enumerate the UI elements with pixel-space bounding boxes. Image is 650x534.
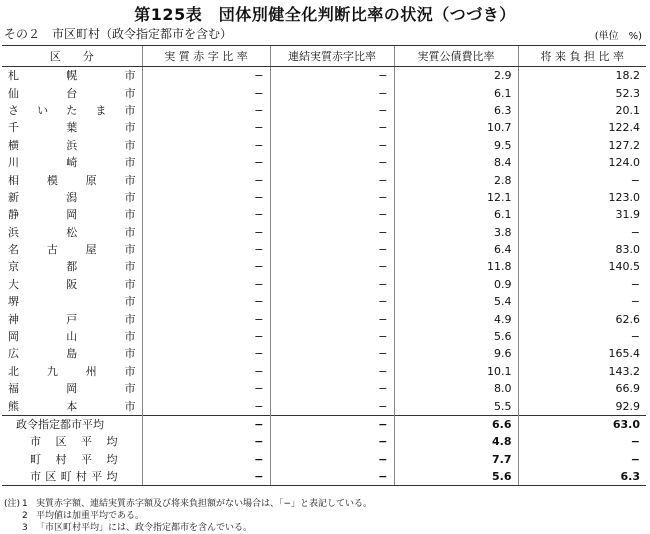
name-char: 市	[124, 243, 136, 257]
name-char: 九	[46, 364, 58, 378]
average-name-cell	[2, 415, 142, 433]
future-burden-ratio-cell: −	[518, 433, 646, 450]
name-char: 大	[8, 277, 19, 291]
deficit-ratio-cell: −	[142, 137, 270, 154]
future-burden-ratio-cell: 140.5	[518, 258, 646, 275]
deficit-ratio-cell: −	[142, 258, 270, 275]
future-burden-ratio-cell: 31.9	[518, 206, 646, 223]
name-char: 市	[124, 138, 136, 152]
name-char: 市	[124, 260, 136, 274]
city-name-cell	[2, 84, 142, 101]
table-row	[2, 206, 646, 223]
name-char: 京	[8, 260, 19, 274]
future-burden-ratio-cell: 20.1	[518, 102, 646, 119]
future-burden-ratio-cell: 6.3	[518, 468, 646, 486]
consolidated-deficit-ratio-cell: −	[270, 102, 394, 119]
table-row	[2, 67, 646, 85]
consolidated-deficit-ratio-cell: −	[270, 451, 394, 468]
name-char: 市	[124, 225, 136, 239]
note-number: 2	[22, 511, 28, 521]
name-char: 町	[30, 452, 41, 466]
name-char: 市	[124, 399, 136, 413]
name-char: 模	[46, 173, 58, 187]
debt-service-ratio-cell: 10.1	[394, 363, 518, 380]
consolidated-deficit-ratio-cell: −	[270, 276, 394, 293]
deficit-ratio-cell: −	[142, 224, 270, 241]
debt-service-ratio-cell: 0.9	[394, 276, 518, 293]
consolidated-deficit-ratio-cell: −	[270, 84, 394, 101]
city-name-cell	[2, 102, 142, 119]
debt-service-ratio-cell: 4.8	[394, 433, 518, 450]
debt-service-ratio-cell: 6.6	[394, 415, 518, 433]
name-char: 堺	[8, 295, 19, 309]
city-name-cell	[2, 328, 142, 345]
name-char: 広	[8, 347, 19, 361]
name-char: 市	[124, 382, 136, 396]
name-char: 北	[8, 364, 19, 378]
average-name-cell	[2, 468, 142, 486]
city-name-cell	[2, 206, 142, 223]
debt-service-ratio-cell: 12.1	[394, 189, 518, 206]
ratio-table	[2, 45, 646, 486]
consolidated-deficit-ratio-cell: −	[270, 224, 394, 241]
name-char: 市	[124, 190, 136, 204]
name-char: 崎	[66, 156, 78, 170]
name-char: さ	[8, 103, 19, 117]
table-row	[2, 380, 646, 397]
debt-service-ratio-cell: 2.8	[394, 171, 518, 188]
name-char: 山	[66, 330, 78, 344]
deficit-ratio-cell: −	[142, 328, 270, 345]
name-char: 潟	[66, 190, 78, 204]
deficit-ratio-cell: −	[142, 345, 270, 362]
future-burden-ratio-cell: 122.4	[518, 119, 646, 136]
average-row	[2, 433, 646, 450]
debt-service-ratio-cell: 6.1	[394, 84, 518, 101]
note-number: 1	[22, 499, 28, 509]
city-name-cell	[2, 258, 142, 275]
table-row	[2, 258, 646, 275]
consolidated-deficit-ratio-cell: −	[270, 328, 394, 345]
name-char: 仙	[8, 86, 19, 100]
name-char: 市	[124, 364, 136, 378]
name-char: 静	[8, 208, 19, 222]
consolidated-deficit-ratio-cell: −	[270, 397, 394, 415]
note-text: 「市区町村平均」には、政令指定都市を含んでいる。	[36, 523, 253, 533]
deficit-ratio-cell: −	[142, 293, 270, 310]
name-char: 川	[8, 156, 19, 170]
name-char: 札	[8, 69, 19, 83]
consolidated-deficit-ratio-cell: −	[270, 258, 394, 275]
name-char: 平	[81, 435, 92, 449]
name-char: 市	[124, 330, 136, 344]
average-row	[2, 468, 646, 486]
city-name-cell	[2, 345, 142, 362]
city-name-cell	[2, 137, 142, 154]
debt-service-ratio-cell: 4.9	[394, 310, 518, 327]
name-char: 市	[124, 173, 136, 187]
name-char: い	[37, 103, 49, 117]
note-text: 実質赤字額、連結実質赤字額及び将来負担額がない場合は、「−」と表記している。	[36, 499, 373, 509]
city-name-cell	[2, 189, 142, 206]
consolidated-deficit-ratio-cell: −	[270, 345, 394, 362]
table-row	[2, 84, 646, 101]
name-char: 区	[55, 435, 67, 449]
name-char: 島	[66, 347, 78, 361]
name-char: 都	[66, 260, 78, 274]
name-char: 横	[8, 138, 19, 152]
future-burden-ratio-cell: 165.4	[518, 345, 646, 362]
name-char: 市	[124, 295, 136, 309]
debt-service-ratio-cell: 5.6	[394, 328, 518, 345]
name-char: 平	[91, 470, 103, 484]
table-row	[2, 154, 646, 171]
deficit-ratio-cell: −	[142, 171, 270, 188]
consolidated-deficit-ratio-cell: −	[270, 363, 394, 380]
future-burden-ratio-cell: 123.0	[518, 189, 646, 206]
city-name-cell	[2, 363, 142, 380]
future-burden-ratio-cell: −	[518, 171, 646, 188]
name-char: 葉	[66, 121, 78, 135]
future-burden-ratio-cell: 83.0	[518, 241, 646, 258]
table-row	[2, 345, 646, 362]
deficit-ratio-cell: −	[142, 468, 270, 486]
name-char: 原	[85, 173, 97, 187]
debt-service-ratio-cell: 8.4	[394, 154, 518, 171]
city-name-cell	[2, 380, 142, 397]
city-name-cell	[2, 154, 142, 171]
debt-service-ratio-cell: 6.3	[394, 102, 518, 119]
deficit-ratio-cell: −	[142, 380, 270, 397]
table-row	[2, 310, 646, 327]
table-row	[2, 119, 646, 136]
name-char: 市	[124, 312, 136, 326]
debt-service-ratio-cell: 9.5	[394, 137, 518, 154]
name-char: 松	[66, 225, 78, 239]
deficit-ratio-cell: −	[142, 363, 270, 380]
note-number: 3	[22, 523, 28, 533]
deficit-ratio-cell: −	[142, 415, 270, 433]
header-debt-service-ratio: 実質公債費比率	[394, 46, 518, 67]
table-subtitle: その２ 市区町村（政令指定都市を含む）	[4, 27, 233, 41]
name-char: 熊	[8, 399, 19, 413]
future-burden-ratio-cell: −	[518, 451, 646, 468]
header-category: 区 分	[2, 46, 142, 67]
name-char: 岡	[8, 330, 19, 344]
name-char: 戸	[66, 312, 78, 326]
name-char: 福	[8, 382, 19, 396]
name-char: 本	[66, 399, 78, 413]
consolidated-deficit-ratio-cell: −	[270, 433, 394, 450]
name-char: 相	[8, 173, 19, 187]
consolidated-deficit-ratio-cell: −	[270, 380, 394, 397]
name-char: 州	[85, 364, 97, 378]
future-burden-ratio-cell: 18.2	[518, 67, 646, 85]
table-row	[2, 397, 646, 415]
city-name-cell	[2, 310, 142, 327]
consolidated-deficit-ratio-cell: −	[270, 119, 394, 136]
table-row	[2, 171, 646, 188]
name-char: 村	[75, 470, 87, 484]
name-char: 古	[46, 243, 58, 257]
debt-service-ratio-cell: 6.1	[394, 206, 518, 223]
name-char: 台	[66, 86, 78, 100]
table-row	[2, 241, 646, 258]
consolidated-deficit-ratio-cell: −	[270, 67, 394, 85]
unit-label: (単位 %)	[594, 31, 642, 42]
name-char: た	[66, 103, 78, 117]
debt-service-ratio-cell: 5.4	[394, 293, 518, 310]
average-name-cell	[2, 433, 142, 450]
table-row	[2, 189, 646, 206]
name-char: 幌	[66, 69, 78, 83]
name-char: 市	[30, 470, 41, 484]
name-char: 阪	[66, 277, 78, 291]
name-char: 岡	[66, 208, 78, 222]
note-text: 平均値は加重平均である。	[36, 511, 145, 521]
debt-service-ratio-cell: 10.7	[394, 119, 518, 136]
consolidated-deficit-ratio-cell: −	[270, 415, 394, 433]
average-row	[2, 415, 646, 433]
future-burden-ratio-cell: 66.9	[518, 380, 646, 397]
deficit-ratio-cell: −	[142, 206, 270, 223]
deficit-ratio-cell: −	[142, 67, 270, 85]
deficit-ratio-cell: −	[142, 189, 270, 206]
consolidated-deficit-ratio-cell: −	[270, 171, 394, 188]
table-row	[2, 137, 646, 154]
city-name-cell	[2, 241, 142, 258]
header-consolidated-deficit-ratio: 連結実質赤字比率	[270, 46, 394, 67]
consolidated-deficit-ratio-cell: −	[270, 189, 394, 206]
deficit-ratio-cell: −	[142, 276, 270, 293]
deficit-ratio-cell: −	[142, 84, 270, 101]
consolidated-deficit-ratio-cell: −	[270, 154, 394, 171]
name-char: 町	[60, 470, 72, 484]
city-name-cell	[2, 293, 142, 310]
debt-service-ratio-cell: 2.9	[394, 67, 518, 85]
table-row	[2, 276, 646, 293]
future-burden-ratio-cell: 62.6	[518, 310, 646, 327]
consolidated-deficit-ratio-cell: −	[270, 206, 394, 223]
debt-service-ratio-cell: 9.6	[394, 345, 518, 362]
table-row	[2, 363, 646, 380]
debt-service-ratio-cell: 7.7	[394, 451, 518, 468]
name-char: 市	[124, 277, 136, 291]
notes-label: (注)	[4, 499, 21, 509]
notes	[4, 498, 372, 534]
table-row	[2, 102, 646, 119]
name-char: 市	[124, 156, 136, 170]
city-name-cell	[2, 171, 142, 188]
name-char: 神	[8, 312, 19, 326]
name-char: 区	[45, 470, 57, 484]
name-char: 市	[124, 69, 136, 83]
name-char: 均	[106, 435, 118, 449]
header-future-burden-ratio: 将 来 負 担 比 率	[518, 46, 646, 67]
deficit-ratio-cell: −	[142, 310, 270, 327]
consolidated-deficit-ratio-cell: −	[270, 241, 394, 258]
city-name-cell	[2, 119, 142, 136]
future-burden-ratio-cell: 124.0	[518, 154, 646, 171]
name-char: 村	[55, 452, 67, 466]
table-header-row	[2, 46, 646, 67]
consolidated-deficit-ratio-cell: −	[270, 137, 394, 154]
name-text: 政令指定都市平均	[16, 418, 104, 431]
city-name-cell	[2, 224, 142, 241]
name-char: 屋	[85, 243, 97, 257]
city-name-cell	[2, 67, 142, 85]
debt-service-ratio-cell: 3.8	[394, 224, 518, 241]
deficit-ratio-cell: −	[142, 102, 270, 119]
future-burden-ratio-cell: −	[518, 328, 646, 345]
name-char: 名	[8, 243, 19, 257]
average-name-cell	[2, 451, 142, 468]
consolidated-deficit-ratio-cell: −	[270, 293, 394, 310]
name-char: 新	[8, 190, 19, 204]
deficit-ratio-cell: −	[142, 119, 270, 136]
deficit-ratio-cell: −	[142, 433, 270, 450]
table-row	[2, 328, 646, 345]
name-char: 平	[81, 452, 92, 466]
name-char: 千	[8, 121, 19, 135]
debt-service-ratio-cell: 8.0	[394, 380, 518, 397]
consolidated-deficit-ratio-cell: −	[270, 310, 394, 327]
deficit-ratio-cell: −	[142, 397, 270, 415]
name-char: 市	[124, 86, 136, 100]
debt-service-ratio-cell: 6.4	[394, 241, 518, 258]
deficit-ratio-cell: −	[142, 451, 270, 468]
consolidated-deficit-ratio-cell: −	[270, 468, 394, 486]
name-char: 市	[124, 121, 136, 135]
name-char: 市	[124, 208, 136, 222]
name-char: 均	[106, 470, 118, 484]
future-burden-ratio-cell: 143.2	[518, 363, 646, 380]
average-row	[2, 451, 646, 468]
future-burden-ratio-cell: 127.2	[518, 137, 646, 154]
name-char: 市	[124, 347, 136, 361]
header-deficit-ratio: 実 質 赤 字 比 率	[142, 46, 270, 67]
table-row	[2, 293, 646, 310]
city-name-cell	[2, 397, 142, 415]
debt-service-ratio-cell: 5.6	[394, 468, 518, 486]
name-char: 均	[106, 452, 118, 466]
name-char: 市	[30, 435, 41, 449]
deficit-ratio-cell: −	[142, 241, 270, 258]
future-burden-ratio-cell: −	[518, 276, 646, 293]
future-burden-ratio-cell: 63.0	[518, 415, 646, 433]
name-char: 岡	[66, 382, 78, 396]
debt-service-ratio-cell: 11.8	[394, 258, 518, 275]
future-burden-ratio-cell: 92.9	[518, 397, 646, 415]
name-char: ま	[95, 103, 107, 117]
page-title: 第125表 団体別健全化判断比率の状況（つづき）	[134, 5, 516, 24]
name-char: 市	[124, 103, 136, 117]
table-row	[2, 224, 646, 241]
name-char: 浜	[66, 138, 78, 152]
future-burden-ratio-cell: −	[518, 293, 646, 310]
deficit-ratio-cell: −	[142, 154, 270, 171]
future-burden-ratio-cell: 52.3	[518, 84, 646, 101]
name-char: 浜	[8, 225, 19, 239]
debt-service-ratio-cell: 5.5	[394, 397, 518, 415]
city-name-cell	[2, 276, 142, 293]
future-burden-ratio-cell: −	[518, 224, 646, 241]
